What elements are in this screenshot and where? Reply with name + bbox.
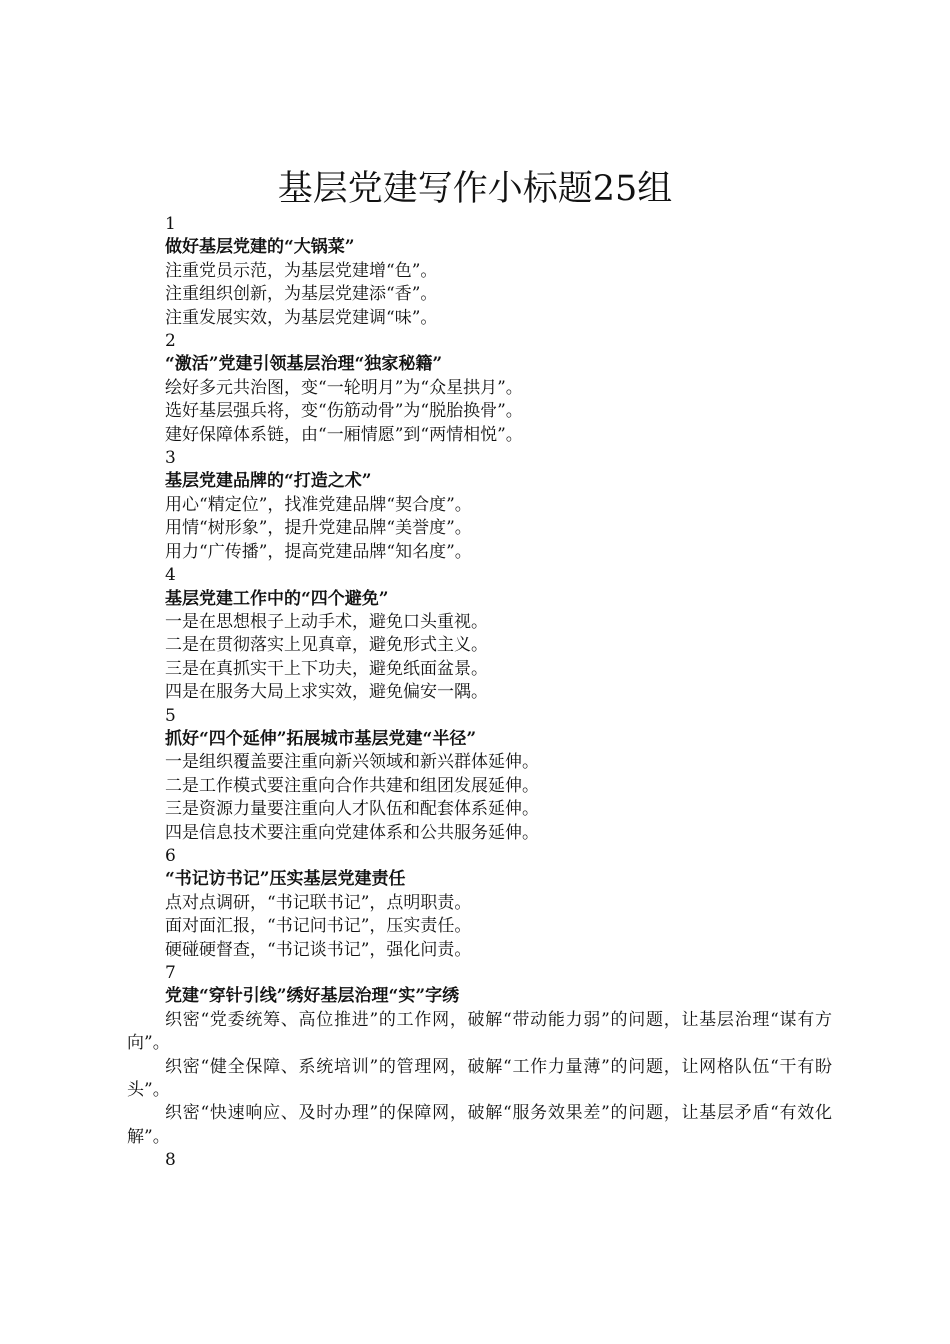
section-paragraph: 织密“快速响应、及时办理”的保障网，破解“服务效果差”的问题，让基层矛盾“有效化解”。 bbox=[127, 1103, 832, 1147]
section-paragraph: 织密“健全保障、系统培训”的管理网，破解“工作力量薄”的问题，让网格队伍“干有盼头”。 bbox=[127, 1056, 832, 1101]
section-line: 用心“精定位”，找准党建品牌“契合度”。 bbox=[165, 494, 472, 515]
section-line: 四是信息技术要注重向党建体系和公共服务延伸。 bbox=[165, 822, 539, 843]
section-number: 4 bbox=[165, 565, 176, 586]
section-number: 3 bbox=[165, 448, 176, 469]
section-heading: 基层党建品牌的“打造之术” bbox=[165, 471, 372, 492]
section-7 bbox=[127, 962, 832, 1149]
section-5 bbox=[127, 705, 832, 845]
section-number: 7 bbox=[165, 963, 176, 983]
section-4 bbox=[127, 564, 832, 704]
section-line: 三是在真抓实干上下功夫，避免纸面盆景。 bbox=[165, 658, 488, 679]
section-line: 绘好多元共治图，变“一轮明月”为“众星拱月”。 bbox=[165, 377, 523, 398]
section-line: 二是在贯彻落实上见真章，避免形式主义。 bbox=[165, 635, 488, 656]
section-line: 二是工作模式要注重向合作共建和组团发展延伸。 bbox=[165, 775, 539, 796]
section-heading: “激活”党建引领基层治理“独家秘籍” bbox=[165, 354, 443, 375]
section-8 bbox=[127, 1149, 832, 1172]
section-line: 建好保障体系链，由“一厢情愿”到“两情相悦”。 bbox=[165, 424, 523, 445]
section-line: 用情“树形象”，提升党建品牌“美誉度”。 bbox=[165, 518, 472, 539]
section-line: 三是资源力量要注重向人才队伍和配套体系延伸。 bbox=[165, 799, 539, 820]
section-6 bbox=[127, 845, 832, 962]
section-heading: 做好基层党建的“大锅菜” bbox=[165, 237, 355, 258]
section-3 bbox=[127, 447, 832, 564]
section-line: 注重党员示范，为基层党建增“色”。 bbox=[165, 260, 438, 281]
section-heading: “书记访书记”压实基层党建责任 bbox=[165, 869, 406, 890]
section-line: 一是组织覆盖要注重向新兴领域和新兴群体延伸。 bbox=[165, 752, 539, 773]
page-title: 基层党建写作小标题25组 bbox=[277, 169, 673, 209]
section-number: 8 bbox=[165, 1150, 176, 1171]
section-line: 四是在服务大局上求实效，避免偏安一隅。 bbox=[165, 682, 488, 703]
section-number: 2 bbox=[165, 331, 176, 352]
section-line: 注重发展实效，为基层党建调“味”。 bbox=[165, 307, 438, 328]
section-line: 用力“广传播”，提高党建品牌“知名度”。 bbox=[165, 541, 472, 562]
section-2 bbox=[127, 330, 832, 447]
section-heading: 抓好“四个延伸”拓展城市基层党建“半径” bbox=[165, 728, 477, 749]
section-heading: 党建“穿针引线”绣好基层治理“实”字绣 bbox=[165, 986, 460, 1007]
section-line: 硬碰硬督查，“书记谈书记”，强化问责。 bbox=[165, 939, 472, 960]
section-line: 注重组织创新，为基层党建添“香”。 bbox=[165, 284, 438, 305]
section-line: 选好基层强兵将，变“伤筋动骨”为“脱胎换骨”。 bbox=[165, 401, 523, 422]
section-1 bbox=[127, 213, 832, 330]
section-number: 5 bbox=[165, 705, 176, 726]
section-number: 1 bbox=[165, 214, 176, 234]
section-heading: 基层党建工作中的“四个避免” bbox=[165, 588, 389, 609]
section-line: 一是在思想根子上动手术，避免口头重视。 bbox=[165, 611, 488, 632]
document-body bbox=[127, 213, 832, 1173]
section-paragraph: 织密“党委统筹、高位推进”的工作网，破解“带动能力弱”的问题，让基层治理“谋有方向”。 bbox=[127, 1009, 832, 1054]
section-number: 6 bbox=[165, 845, 176, 866]
section-line: 面对面汇报，“书记问书记”，压实责任。 bbox=[165, 916, 472, 937]
section-line: 点对点调研，“书记联书记”，点明职责。 bbox=[165, 892, 472, 913]
